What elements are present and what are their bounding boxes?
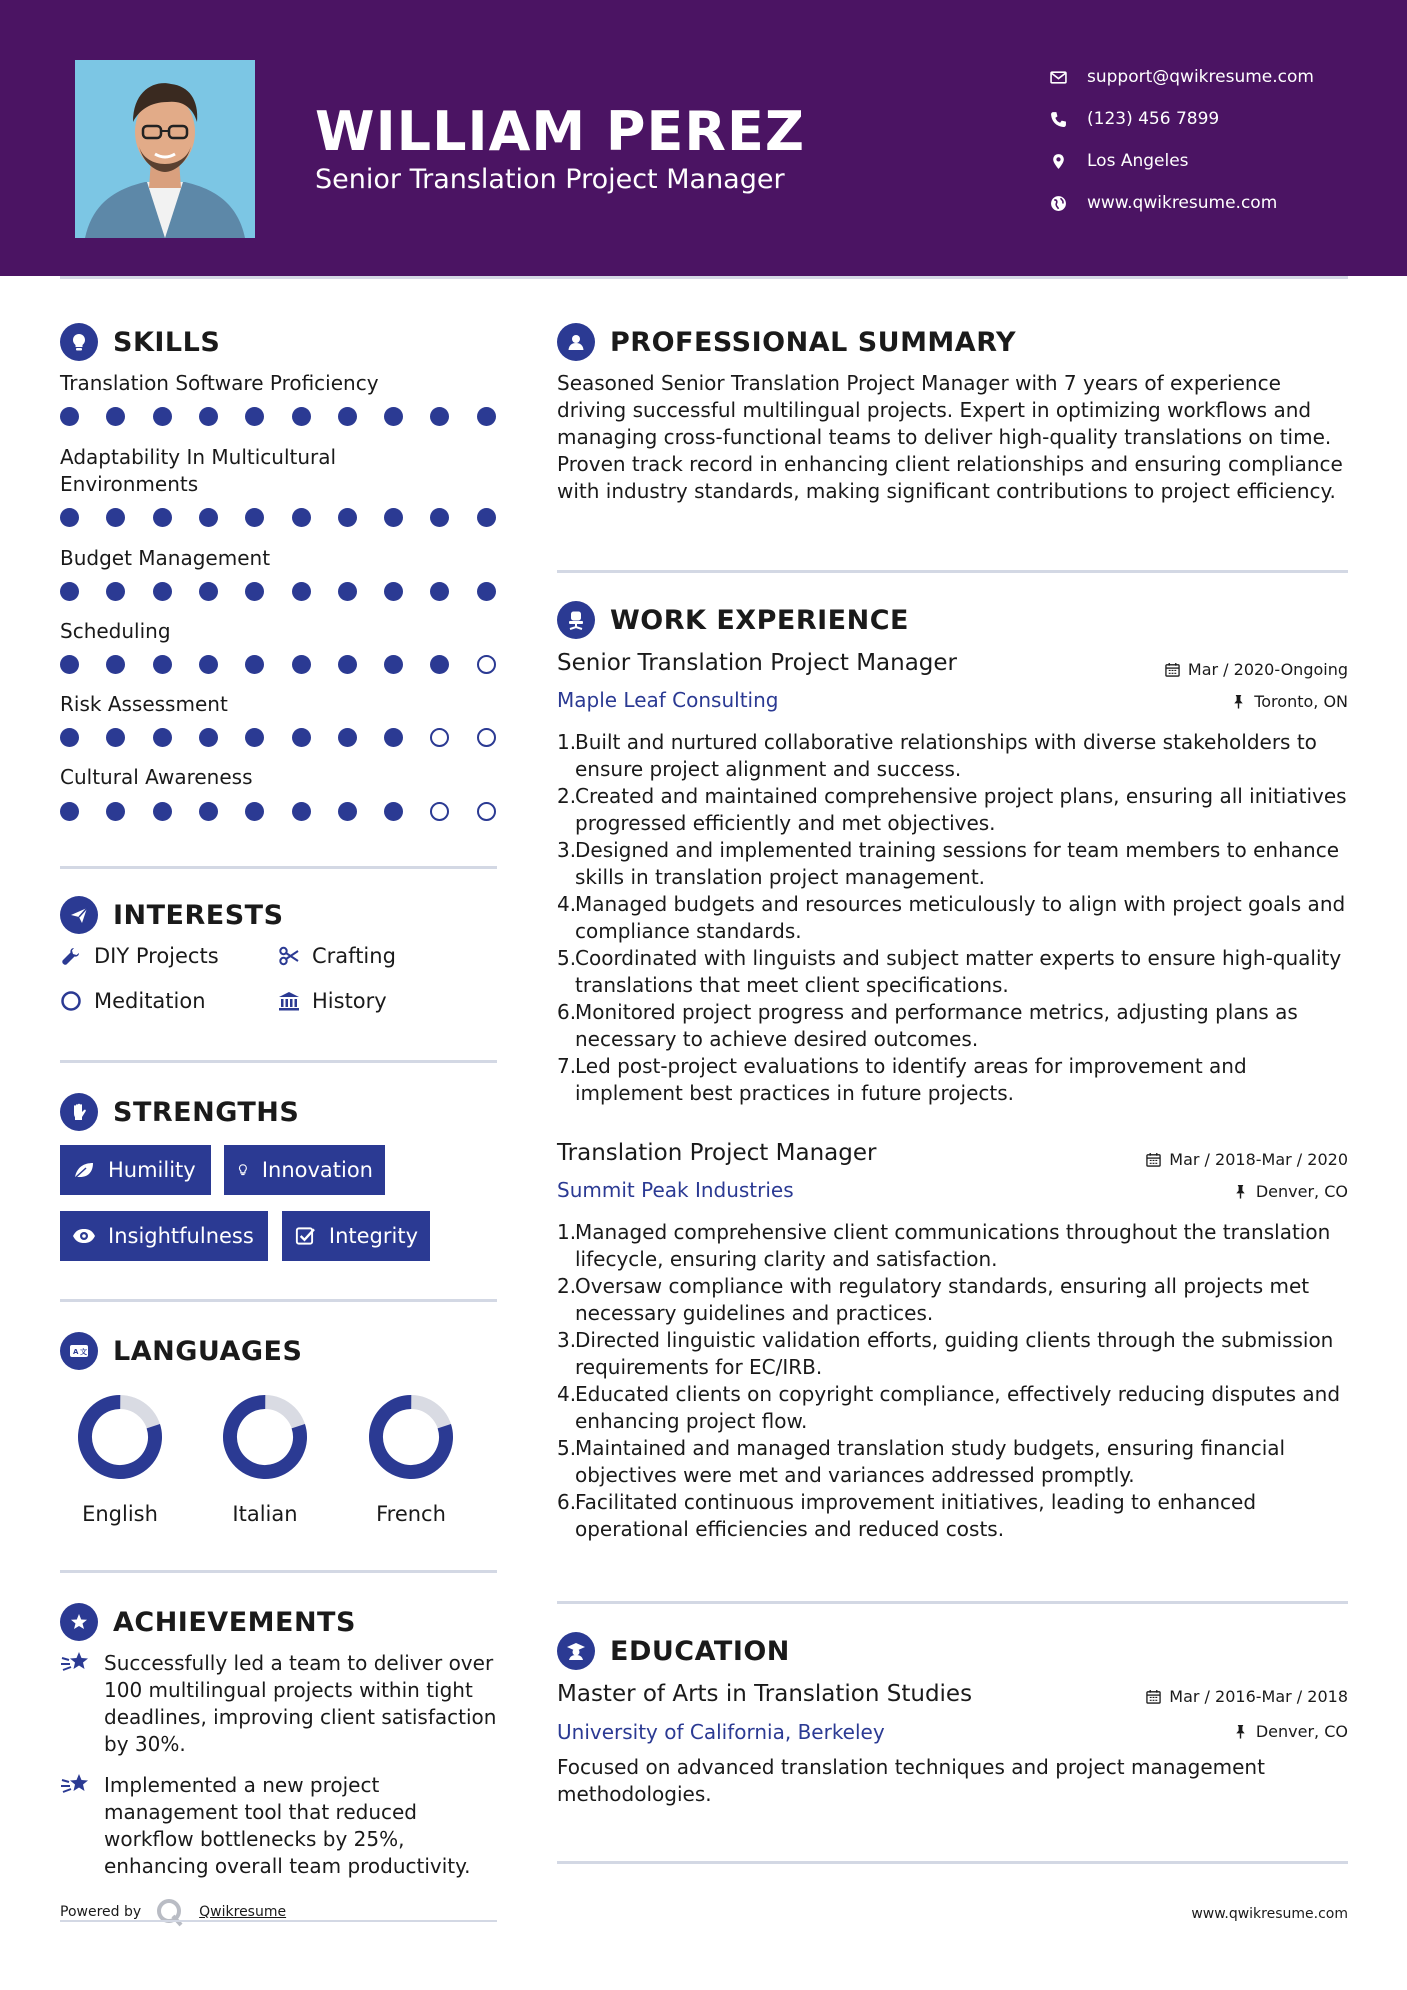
- skill-rating: [60, 508, 500, 528]
- language-ring: [75, 1392, 165, 1482]
- strength-tag: Humility: [60, 1145, 211, 1195]
- rating-dot-empty: [430, 728, 449, 747]
- rating-dot-filled: [477, 582, 496, 601]
- list-item: 3. Designed and implemented training sessions for team members to enhance skills in translation project management.: [557, 838, 1339, 889]
- eye-icon: [72, 1225, 96, 1247]
- rating-dot-filled: [60, 728, 79, 747]
- footer-url[interactable]: www.qwikresume.com: [1191, 1906, 1348, 1922]
- achievement-item: Successfully led a team to deliver over 100 multilingual projects within tight deadlines, improving client satisfaction by 30%.: [60, 1650, 500, 1758]
- ring-fill: [76, 1393, 164, 1481]
- language-item: [60, 1392, 180, 1526]
- list-item: 2. Oversaw compliance with regulatory standards, ensuring all projects met necessary guidelines and practices.: [557, 1274, 1310, 1325]
- rating-dot-filled: [384, 508, 403, 527]
- rating-dot-filled: [338, 728, 357, 747]
- rating-dot-filled: [106, 582, 125, 601]
- rating-dot-filled: [106, 508, 125, 527]
- experience-divider: [557, 1601, 1348, 1604]
- pushpin-icon: [1233, 1724, 1248, 1739]
- rating-dot-filled: [338, 407, 357, 426]
- lightbulb-icon: [60, 323, 98, 361]
- candidate-name: WILLIAM PEREZ: [315, 100, 805, 163]
- calendar-icon: [1146, 1152, 1161, 1167]
- rating-dot-empty: [477, 655, 496, 674]
- rating-dot-filled: [60, 407, 79, 426]
- languages-divider: [60, 1570, 497, 1573]
- rating-dot-filled: [199, 802, 218, 821]
- powered-by: Powered by Qwikresume: [60, 1897, 286, 1927]
- languages-heading: A 文 LANGUAGES: [60, 1332, 302, 1370]
- list-item: 2. Created and maintained comprehensive project plans, ensuring all initiatives progressed efficiently and met objectives.: [557, 784, 1347, 835]
- rating-dot-filled: [384, 728, 403, 747]
- rating-dot-filled: [153, 582, 172, 601]
- achievement-item: Implemented a new project management tool that reduced workflow bottlenecks by 25%, enhancing overall team productivity.: [60, 1772, 500, 1880]
- rating-dot-filled: [292, 508, 311, 527]
- education-dates: Mar / 2016-Mar / 2018: [1146, 1687, 1348, 1706]
- calendar-icon: [1165, 662, 1180, 677]
- rating-dot-filled: [153, 728, 172, 747]
- svg-text:A: A: [73, 1348, 79, 1356]
- skill-rating: [60, 802, 500, 822]
- job-responsibilities: [557, 1219, 1347, 1543]
- strength-tag: Insightfulness: [60, 1211, 268, 1261]
- rating-dot-filled: [292, 728, 311, 747]
- contact-info: [1050, 56, 1370, 224]
- lightbulb-icon: [236, 1159, 250, 1181]
- rating-dot-empty: [430, 802, 449, 821]
- rating-dot-filled: [199, 655, 218, 674]
- education-divider: [557, 1861, 1348, 1864]
- rating-dot-filled: [430, 508, 449, 527]
- paper-plane-icon: [60, 896, 98, 934]
- rating-dot-filled: [338, 508, 357, 527]
- strength-tag: Integrity: [282, 1211, 430, 1261]
- list-item: 4. Educated clients on copyright compliance, effectively reducing disputes and enhancing project flow.: [557, 1382, 1341, 1433]
- rating-dot-filled: [199, 582, 218, 601]
- summary-heading: PROFESSIONAL SUMMARY: [557, 323, 1016, 361]
- language-ring: [366, 1392, 456, 1482]
- rating-dot-filled: [153, 508, 172, 527]
- job-title: Translation Project Manager: [557, 1140, 877, 1166]
- interest-item: DIY Projects: [60, 944, 219, 968]
- contact-email[interactable]: support@qwikresume.com: [1050, 56, 1370, 98]
- footer-left-divider: [60, 1920, 497, 1922]
- profile-photo: [75, 60, 255, 238]
- job-dates: Mar / 2020-Ongoing: [1165, 660, 1348, 679]
- list-item: 3. Directed linguistic validation efforts, guiding clients through the submission requirements for EC/IRB.: [557, 1328, 1334, 1379]
- rating-dot-filled: [338, 582, 357, 601]
- skill-rating: [60, 655, 500, 675]
- skills-divider: [60, 866, 497, 869]
- rating-dot-filled: [292, 582, 311, 601]
- graduate-icon: [557, 1632, 595, 1670]
- skill-label: Cultural Awareness: [60, 765, 253, 789]
- user-icon: [557, 323, 595, 361]
- rating-dot-filled: [292, 802, 311, 821]
- circle-icon: [60, 990, 82, 1012]
- envelope-icon: [1050, 69, 1067, 86]
- company-name: Summit Peak Industries: [557, 1178, 794, 1202]
- summary-text: Seasoned Senior Translation Project Manager with 7 years of experience driving successful multilingual projects. Expert in optimizing workflows and managing cross-functional teams to deliver high-quality translations on time. Proven track record in enhancing client relationships and ensuring compliance with industry standards, making significant contributions to project efficiency.: [557, 371, 1343, 503]
- scissors-icon: [278, 945, 300, 967]
- rating-dot-filled: [106, 728, 125, 747]
- skill-label: Risk Assessment: [60, 692, 228, 716]
- rating-dot-filled: [106, 407, 125, 426]
- rating-dot-filled: [245, 508, 264, 527]
- rating-dot-filled: [477, 508, 496, 527]
- rating-dot-filled: [245, 655, 264, 674]
- job-location: Denver, CO: [1233, 1182, 1348, 1201]
- list-item: 6. Monitored project progress and performance metrics, adjusting plans as necessary to achieve desired outcomes.: [557, 1000, 1298, 1051]
- ring-fill: [367, 1393, 455, 1481]
- rating-dot-empty: [477, 728, 496, 747]
- list-item: 4. Managed budgets and resources meticulously to align with project goals and compliance standards.: [557, 892, 1346, 943]
- summary-divider: [557, 570, 1348, 573]
- skill-rating: [60, 407, 500, 427]
- strengths-divider: [60, 1299, 497, 1302]
- interests-heading: INTERESTS: [60, 896, 284, 934]
- rating-dot-filled: [153, 655, 172, 674]
- experience-heading: WORK EXPERIENCE: [557, 601, 909, 639]
- phone-icon: [1050, 111, 1067, 128]
- museum-icon: [278, 990, 300, 1012]
- candidate-title: Senior Translation Project Manager: [315, 164, 785, 195]
- education-description: Focused on advanced translation techniques and project management methodologies.: [557, 1755, 1265, 1806]
- rating-dot-filled: [384, 582, 403, 601]
- list-item: 5. Maintained and managed translation study budgets, ensuring financial objectives were met and variances addressed promptly.: [557, 1436, 1286, 1487]
- school-name: University of California, Berkeley: [557, 1720, 885, 1744]
- rating-dot-filled: [245, 407, 264, 426]
- interest-item: Crafting: [278, 944, 396, 968]
- resume-header: [0, 0, 1407, 276]
- skill-label: Scheduling: [60, 619, 171, 643]
- rating-dot-filled: [338, 802, 357, 821]
- education-location: Denver, CO: [1233, 1722, 1348, 1741]
- language-name: French: [376, 1502, 446, 1526]
- check-square-icon: [294, 1225, 317, 1247]
- rating-dot-filled: [199, 728, 218, 747]
- job-responsibilities: [557, 729, 1347, 1107]
- job-location: Toronto, ON: [1231, 692, 1348, 711]
- job-dates: Mar / 2018-Mar / 2020: [1146, 1150, 1348, 1169]
- rating-dot-filled: [199, 508, 218, 527]
- office-chair-icon: [557, 601, 595, 639]
- degree-title: Master of Arts in Translation Studies: [557, 1681, 973, 1707]
- list-item: 7. Led post-project evaluations to identify areas for improvement and implement best practices in future projects.: [557, 1054, 1247, 1105]
- education-heading: EDUCATION: [557, 1632, 790, 1670]
- language-ring: [220, 1392, 310, 1482]
- strength-tag: Innovation: [224, 1145, 385, 1195]
- rating-dot-filled: [384, 407, 403, 426]
- rating-dot-filled: [245, 728, 264, 747]
- list-item: 5. Coordinated with linguists and subject matter experts to ensure high-quality translations that meet client specifications.: [557, 946, 1342, 997]
- rating-dot-filled: [60, 582, 79, 601]
- skill-label: Budget Management: [60, 546, 271, 570]
- rating-dot-filled: [477, 407, 496, 426]
- rating-dot-filled: [245, 802, 264, 821]
- rating-dot-filled: [292, 655, 311, 674]
- rating-dot-filled: [338, 655, 357, 674]
- interest-item: Meditation: [60, 989, 206, 1013]
- job-title: Senior Translation Project Manager: [557, 650, 958, 676]
- company-name: Maple Leaf Consulting: [557, 688, 779, 712]
- svg-text:文: 文: [80, 1348, 87, 1356]
- list-item: 1. Built and nurtured collaborative relationships with diverse stakeholders to ensure project alignment and success.: [557, 730, 1317, 781]
- contact-phone[interactable]: (123) 456 7899: [1050, 98, 1370, 140]
- skill-rating: [60, 728, 500, 748]
- rating-dot-filled: [60, 802, 79, 821]
- interests-divider: [60, 1060, 497, 1063]
- qwikresume-logo-icon: [155, 1897, 185, 1927]
- rating-dot-filled: [199, 407, 218, 426]
- skills-heading: SKILLS: [60, 323, 220, 361]
- shooting-star-icon: [60, 1648, 92, 1678]
- calendar-icon: [1146, 1689, 1161, 1704]
- wrench-icon: [60, 945, 82, 967]
- shooting-star-icon: [60, 1770, 92, 1800]
- raised-fist-icon: [60, 1093, 98, 1131]
- star-badge-icon: [60, 1603, 98, 1641]
- language-name: English: [82, 1502, 158, 1526]
- header-divider: [60, 276, 1348, 279]
- rating-dot-empty: [477, 802, 496, 821]
- rating-dot-filled: [153, 407, 172, 426]
- rating-dot-filled: [430, 407, 449, 426]
- map-pin-icon: [1050, 153, 1067, 170]
- brand-link[interactable]: Qwikresume: [199, 1904, 287, 1920]
- strengths-heading: STRENGTHS: [60, 1093, 299, 1131]
- rating-dot-filled: [245, 582, 264, 601]
- rating-dot-filled: [384, 655, 403, 674]
- language-name: Italian: [232, 1502, 298, 1526]
- rating-dot-filled: [60, 655, 79, 674]
- skill-label: Translation Software Proficiency: [60, 371, 379, 395]
- list-item: 6. Facilitated continuous improvement initiatives, leading to enhanced operational efficiencies and reduced costs.: [557, 1490, 1257, 1541]
- language-item: [205, 1392, 325, 1526]
- contact-website[interactable]: www.qwikresume.com: [1050, 182, 1370, 224]
- skill-label: Adaptability In Multicultural Environments: [60, 445, 337, 496]
- pushpin-icon: [1231, 694, 1246, 709]
- ring-fill: [221, 1393, 309, 1481]
- rating-dot-filled: [153, 802, 172, 821]
- achievements-heading: ACHIEVEMENTS: [60, 1603, 356, 1641]
- rating-dot-filled: [430, 655, 449, 674]
- rating-dot-filled: [106, 655, 125, 674]
- pushpin-icon: [1233, 1184, 1248, 1199]
- language-item: [351, 1392, 471, 1526]
- rating-dot-filled: [60, 508, 79, 527]
- rating-dot-filled: [292, 407, 311, 426]
- skill-rating: [60, 582, 500, 602]
- rating-dot-filled: [430, 582, 449, 601]
- interest-item: History: [278, 989, 387, 1013]
- contact-location: Los Angeles: [1050, 140, 1370, 182]
- translate-icon: [60, 1332, 98, 1370]
- rating-dot-filled: [106, 802, 125, 821]
- rating-dot-filled: [384, 802, 403, 821]
- leaf-icon: [72, 1159, 96, 1181]
- globe-icon: [1050, 195, 1067, 212]
- list-item: 1. Managed comprehensive client communications throughout the translation lifecycle, ensuring clarity and satisfaction.: [557, 1220, 1331, 1271]
